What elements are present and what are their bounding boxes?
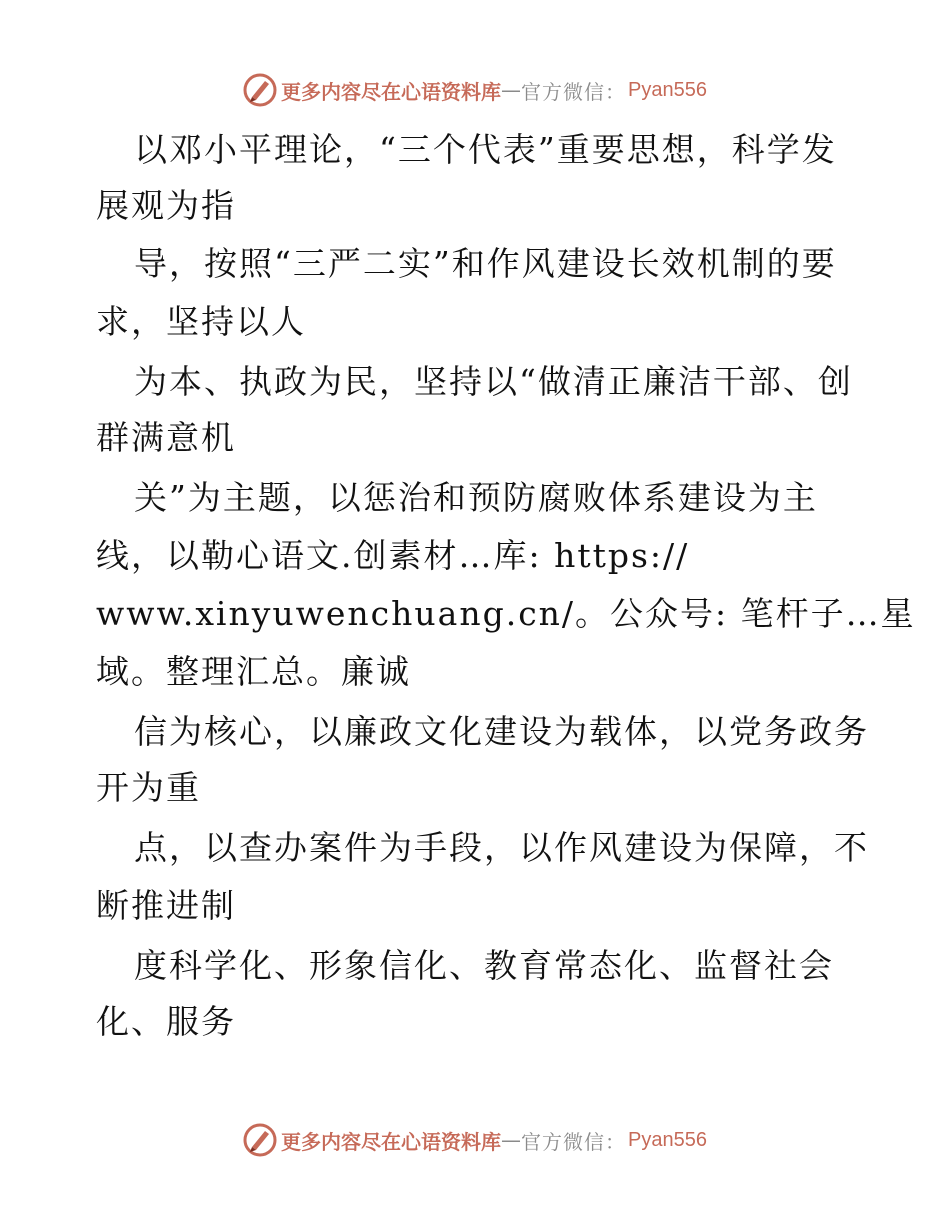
body-line-1: 以邓小平理论，“三个代表”重要思想，科学发 xyxy=(134,130,837,169)
banner-wechat-handle: Pyan556 xyxy=(628,78,707,101)
body-line-9: www.xinyuwenchuang.cn/。公众号: 笔杆子…星 xyxy=(96,594,916,633)
body-line-2: 展观为指 xyxy=(96,186,236,225)
pen-logo-icon xyxy=(243,73,277,107)
body-line-4: 求，坚持以人 xyxy=(96,302,306,341)
body-line-7: 关”为主题，以惩治和预防腐败体系建设为主 xyxy=(134,478,818,517)
body-line-6: 群满意机 xyxy=(96,418,236,457)
body-line-13: 点，以查办案件为手段，以作风建设为保障，不 xyxy=(134,828,869,867)
banner-official-label: 官方微信： xyxy=(521,79,627,104)
body-line-8: 线，以勒心语文.创素材…库: https:// xyxy=(96,536,690,575)
banner-brand-text: 更多内容尽在心语资料库 xyxy=(281,79,502,104)
header-watermark-banner xyxy=(0,70,950,110)
banner-official-label: 官方微信： xyxy=(521,1129,627,1154)
footer-watermark-banner xyxy=(0,1120,950,1160)
body-line-12: 开为重 xyxy=(96,768,201,807)
body-line-3: 导，按照“三严二实”和作风建设长效机制的要 xyxy=(134,244,837,283)
body-line-5: 为本、执政为民，坚持以“做清正廉洁干部、创 xyxy=(134,362,853,401)
pen-logo-icon xyxy=(243,1123,277,1157)
banner-brand-text: 更多内容尽在心语资料库 xyxy=(281,1129,502,1154)
body-line-15: 度科学化、形象信化、教育常态化、监督社会 xyxy=(134,946,834,985)
body-line-16: 化、服务 xyxy=(96,1002,236,1041)
body-line-10: 域。整理汇总。廉诚 xyxy=(96,652,411,691)
body-line-11: 信为核心，以廉政文化建设为载体，以党务政务 xyxy=(134,712,869,751)
body-line-14: 断推进制 xyxy=(96,886,236,925)
banner-wechat-handle: Pyan556 xyxy=(628,1128,707,1151)
banner-separator: — xyxy=(501,1128,522,1152)
banner-separator: — xyxy=(501,78,522,102)
